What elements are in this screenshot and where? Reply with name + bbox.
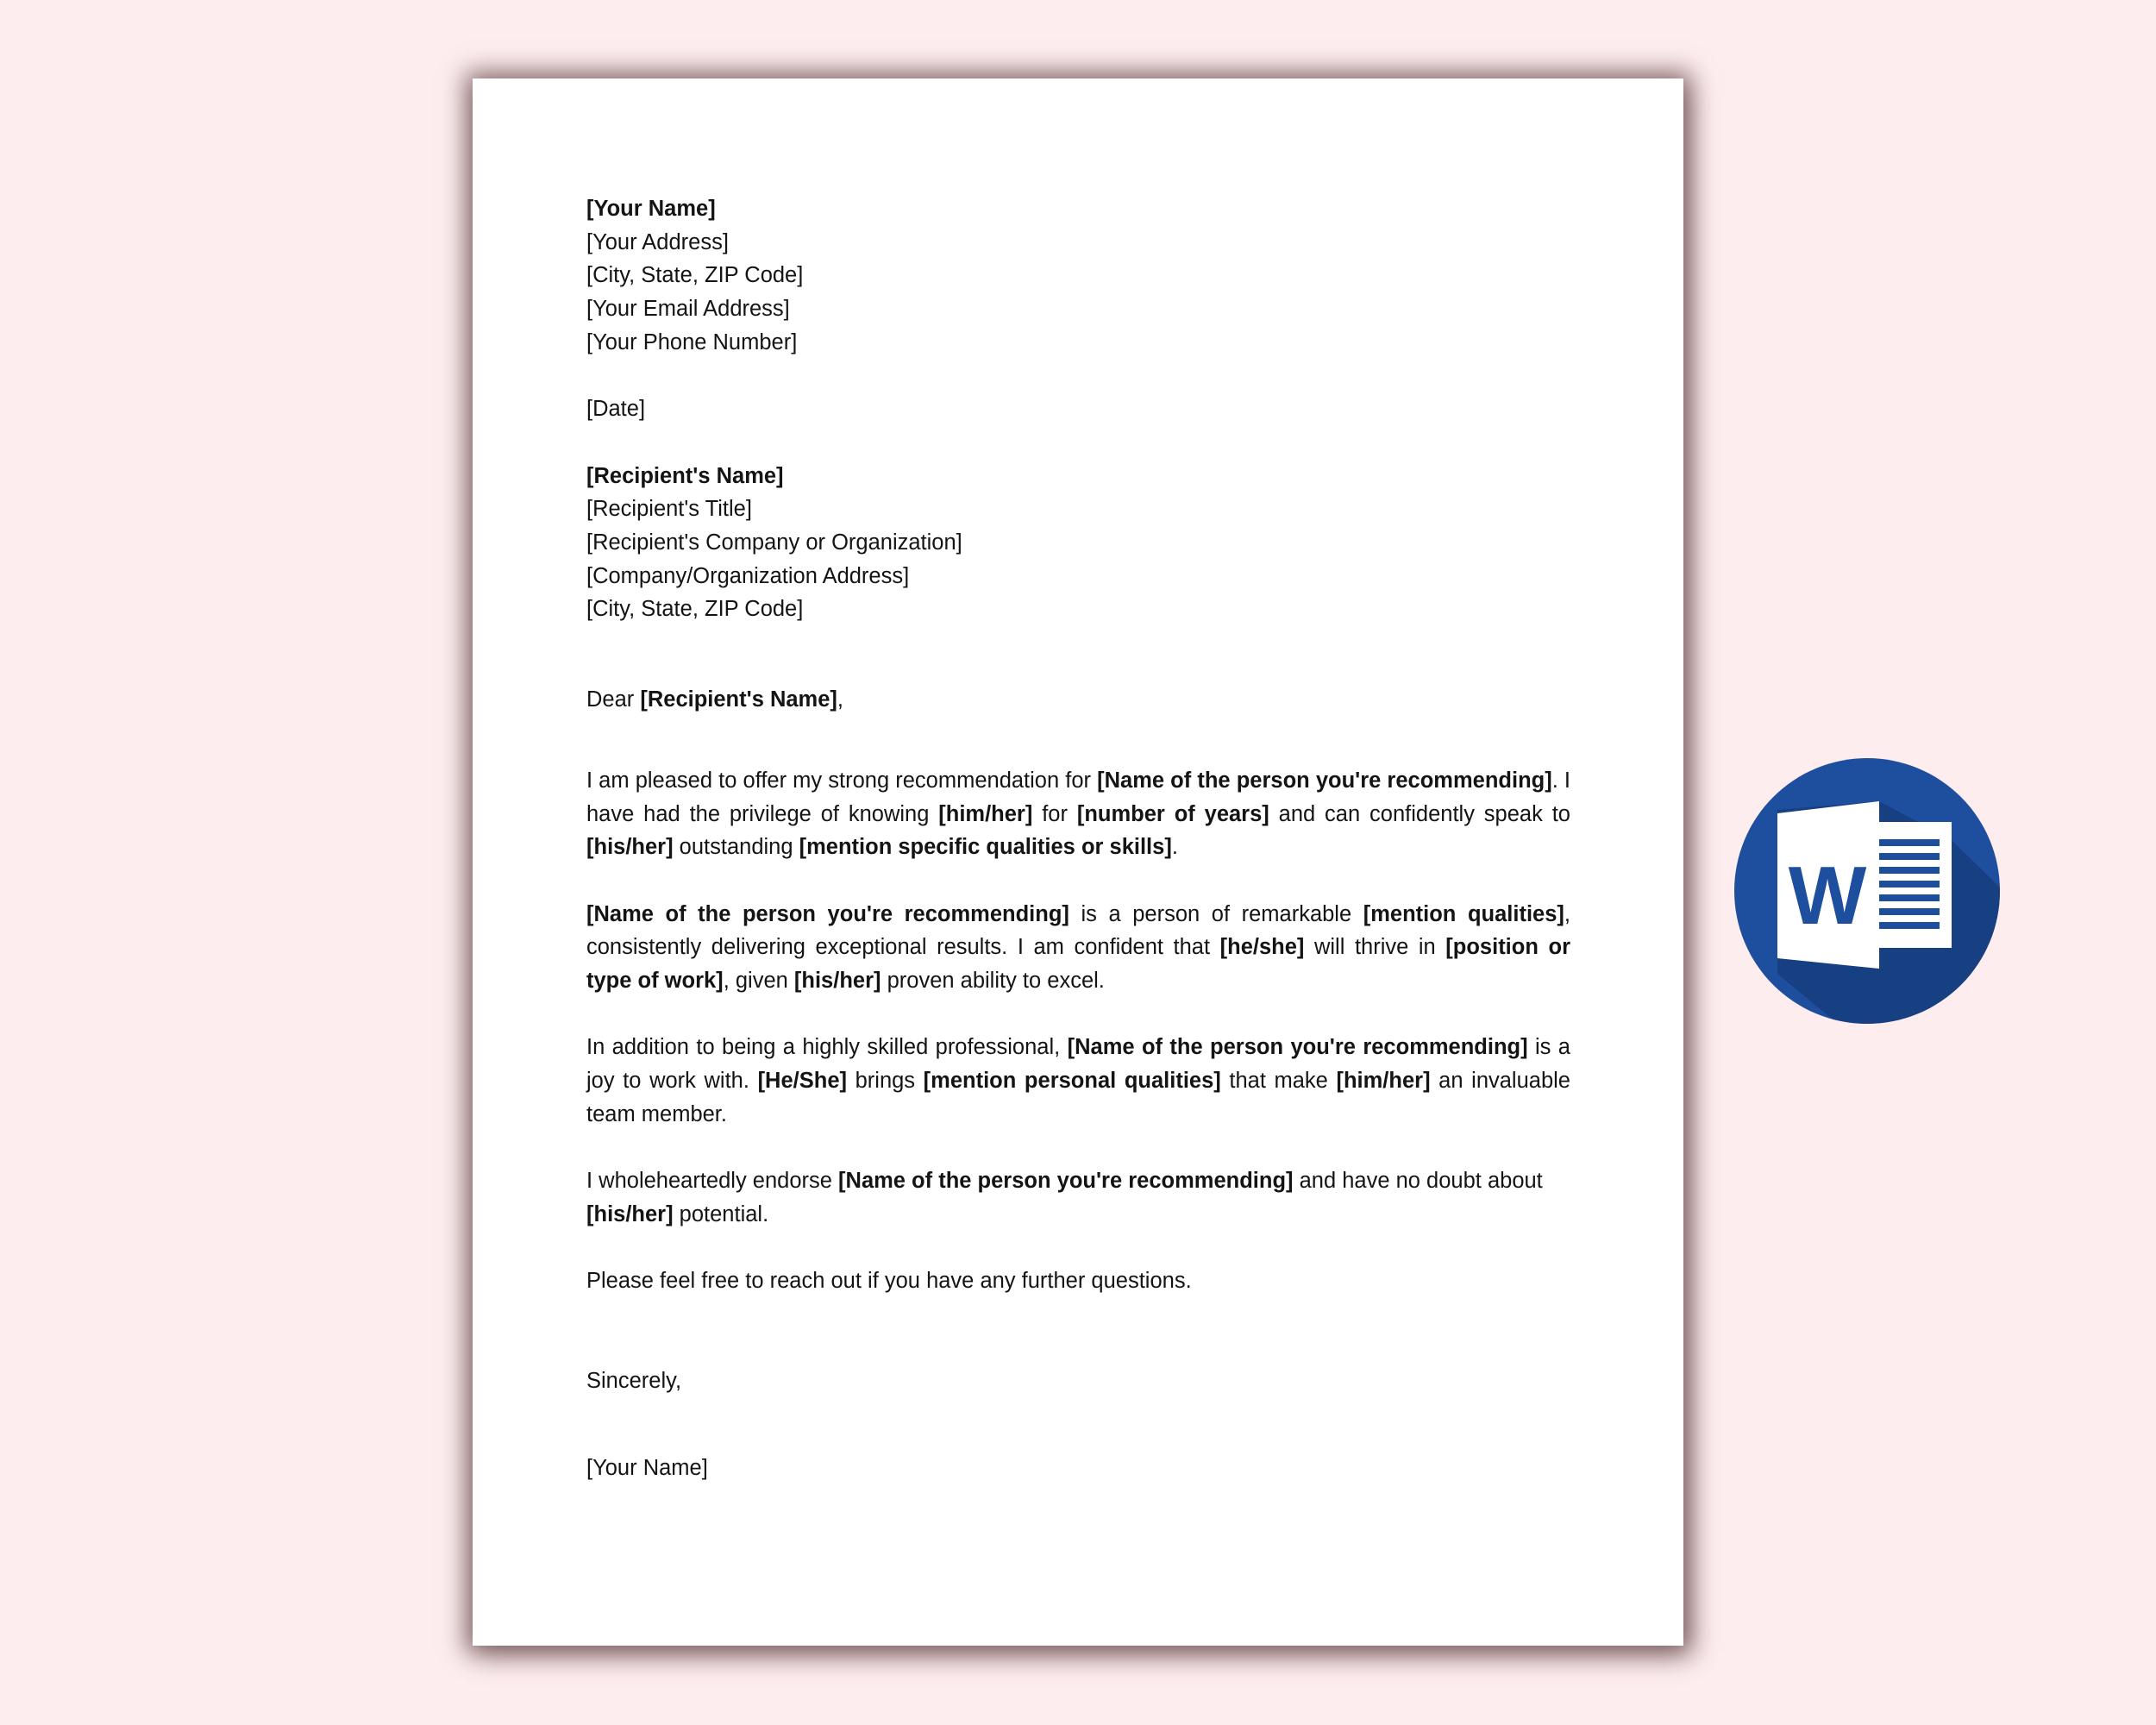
body-text: that make bbox=[1220, 1069, 1337, 1094]
sender-address: [Your Address] bbox=[586, 229, 729, 254]
body-text: , consistently delivering exceptional results. I am confident that bbox=[586, 901, 1570, 960]
body-text: I wholeheartedly endorse bbox=[586, 1169, 839, 1194]
placeholder-text: [Name of the person you're recommending] bbox=[1067, 1035, 1528, 1060]
recipient-name: [Recipient's Name] bbox=[586, 463, 784, 488]
letter-content bbox=[586, 192, 1570, 1484]
sender-city-state-zip: [City, State, ZIP Code] bbox=[586, 263, 804, 288]
body-text: . bbox=[1171, 835, 1178, 860]
body-text: brings bbox=[847, 1069, 924, 1094]
body-text: will thrive in bbox=[1304, 935, 1446, 960]
logo-letter-w: W bbox=[1788, 850, 1867, 942]
sender-name: [Your Name] bbox=[586, 197, 716, 221]
body-text: for bbox=[1032, 801, 1077, 826]
letter-date: [Date] bbox=[586, 397, 646, 422]
body-text: and can confidently speak to bbox=[1269, 801, 1570, 826]
body-text: In addition to being a highly skilled professional, bbox=[586, 1035, 1068, 1060]
body-text: , given bbox=[723, 969, 794, 994]
salutation-suffix: , bbox=[837, 687, 843, 712]
placeholder-text: [Name of the person you're recommending] bbox=[838, 1169, 1294, 1194]
placeholder-text: [mention specific qualities or skills] bbox=[799, 835, 1172, 860]
body-text: proven ability to excel. bbox=[881, 969, 1105, 994]
placeholder-text: [his/her] bbox=[793, 969, 881, 994]
body-text: and have no doubt about bbox=[1293, 1169, 1543, 1194]
letter-page bbox=[473, 78, 1683, 1646]
placeholder-text: [position or type of work] bbox=[586, 935, 1570, 994]
body-text: potential. bbox=[673, 1201, 769, 1226]
body-paragraph-1 bbox=[586, 764, 1570, 864]
salutation bbox=[586, 683, 1570, 717]
sign-off: Sincerely, bbox=[586, 1369, 682, 1393]
sender-block bbox=[586, 192, 1570, 360]
placeholder-text: [him/her] bbox=[1336, 1069, 1431, 1094]
recipient-city-state-zip: [City, State, ZIP Code] bbox=[586, 597, 804, 622]
body-text: is a person of remarkable bbox=[1069, 901, 1363, 926]
body-text: outstanding bbox=[673, 835, 799, 860]
placeholder-text: [Name of the person you're recommending] bbox=[1097, 768, 1552, 793]
body-text: an invaluable team member. bbox=[586, 1069, 1570, 1126]
sender-email: [Your Email Address] bbox=[586, 297, 790, 322]
placeholder-text: [Name of the person you're recommending] bbox=[586, 901, 1069, 926]
recipient-title: [Recipient's Title] bbox=[586, 497, 752, 522]
placeholder-text: [mention personal qualities] bbox=[923, 1069, 1221, 1094]
placeholder-text: [He/She] bbox=[757, 1069, 847, 1094]
placeholder-text: [him/her] bbox=[938, 801, 1033, 826]
placeholder-text: [his/her] bbox=[586, 835, 674, 860]
closing-line: Please feel free to reach out if you have any further questions. bbox=[586, 1269, 1192, 1294]
body-text: is a joy to work with. bbox=[586, 1035, 1570, 1094]
salutation-recipient-name: [Recipient's Name] bbox=[640, 687, 837, 712]
recipient-company-address: [Company/Organization Address] bbox=[586, 563, 910, 588]
microsoft-word-icon bbox=[1734, 758, 2000, 1024]
recipient-company: [Recipient's Company or Organization] bbox=[586, 530, 962, 555]
placeholder-text: [number of years] bbox=[1076, 801, 1269, 826]
body-paragraph-4 bbox=[586, 1164, 1570, 1231]
body-text: . I have had the privilege of knowing bbox=[586, 768, 1570, 826]
placeholder-text: [mention qualities] bbox=[1363, 901, 1564, 926]
body-text: I am pleased to offer my strong recommendation for bbox=[586, 768, 1098, 793]
salutation-prefix: Dear bbox=[586, 687, 641, 712]
body-paragraph-2 bbox=[586, 898, 1570, 998]
signature-name: [Your Name] bbox=[586, 1455, 708, 1480]
placeholder-text: [he/she] bbox=[1219, 935, 1305, 960]
sender-phone: [Your Phone Number] bbox=[586, 329, 798, 354]
placeholder-text: [his/her] bbox=[586, 1201, 674, 1226]
body-paragraph-3 bbox=[586, 1031, 1570, 1131]
recipient-block bbox=[586, 460, 1570, 627]
